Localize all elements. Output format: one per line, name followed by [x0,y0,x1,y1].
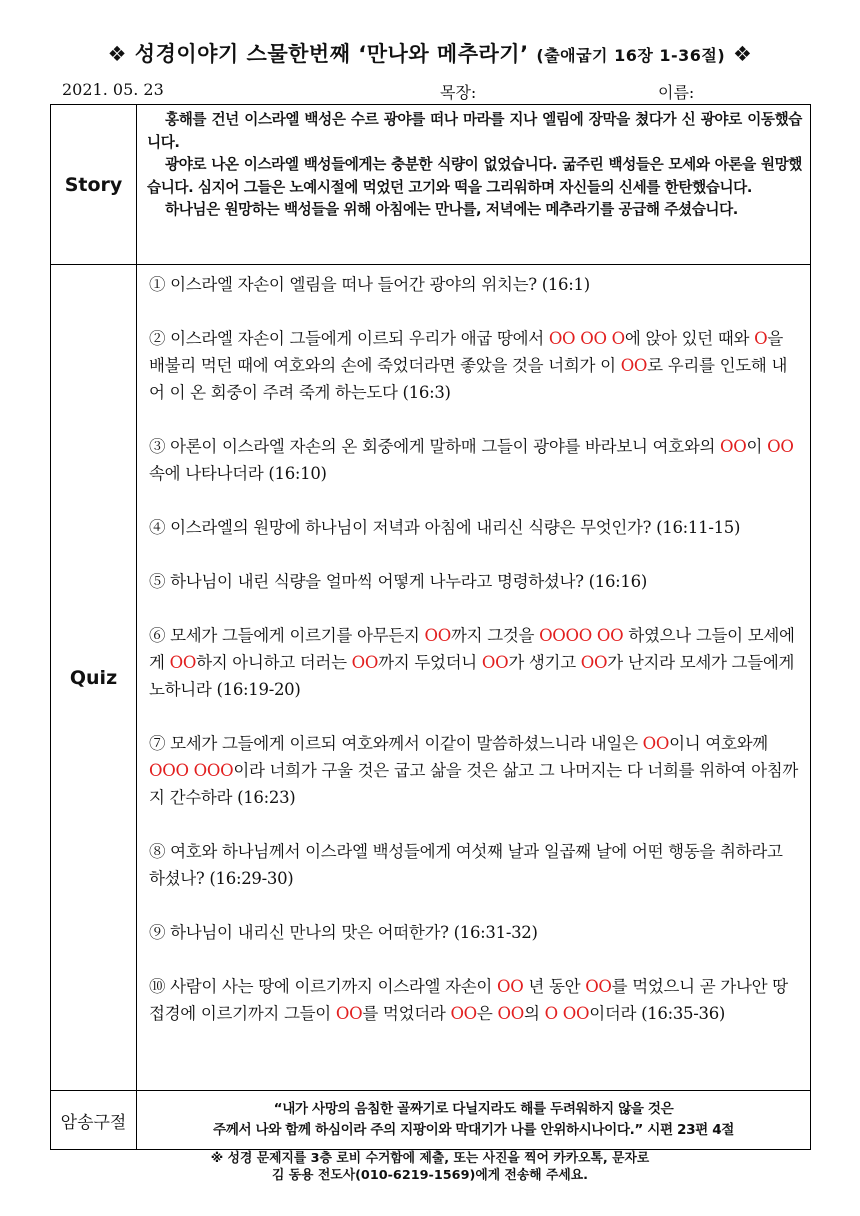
story-paragraph: 광야로 나온 이스라엘 백성들에게는 충분한 식량이 없었습니다. 굶주린 백성들은 모세와 아론을 원망했습니다. 심지어 그들은 노예시절에 먹었던 고기와 떡을 그리워하며 자신들의 신세를 한탄했습니다. [147,156,802,196]
question-text: 까지 두었더니 [378,653,482,672]
question-text: 은 [476,1004,498,1023]
worksheet-title [40,38,820,68]
blank-placeholder: OO [335,1004,363,1023]
quiz-question-3 [149,433,802,487]
question-text: ⑧ 여호와 하나님께서 이스라엘 백성들에게 여섯째 날과 일곱째 날에 어떤 행동을 취하라고 하셨나? (16:29-30) [149,842,783,888]
submission-note [40,1150,820,1184]
question-text: ⑩ 사람이 사는 땅에 이르기까지 이스라엘 자손이 [149,977,497,996]
blank-placeholder: OO [450,1004,477,1023]
quiz-question-9 [149,919,802,946]
question-text: 하지 아니하고 더러는 [196,653,352,672]
memory-verse-cell [137,1091,811,1150]
question-text: ④ 이스라엘의 원망에 하나님이 저녁과 아침에 내리신 식량은 무엇인가? (16:11-15) [149,518,741,537]
blank-placeholder: OO [642,734,670,753]
story-cell [137,105,811,265]
blank-placeholder: OO [351,653,379,672]
question-text: ① 이스라엘 자손이 엘림을 떠나 들어간 광야의 위치는? (16:1) [149,275,590,294]
quiz-question-6 [149,622,802,703]
memory-verse-line: “내가 사망의 음침한 골짜기로 다닐지라도 해를 두려워하지 않을 것은 [273,1101,674,1117]
date: 2021. 05. 23 [62,80,164,99]
blank-placeholder: OO [497,1004,524,1023]
quiz-cell [137,265,811,1091]
name-field-label: 이름: [658,83,695,102]
blank-placeholder: OO [580,653,608,672]
question-text: 하였으나 그들이 모세에게 [149,626,795,672]
blank-placeholder: O OO [544,1004,590,1023]
question-text: 이 [746,437,768,456]
question-text: 로 우리를 인도해 내어 이 온 회중이 주려 죽게 하는도다 (16:3) [149,356,788,402]
question-text: 이더라 (16:35-36) [589,1004,726,1023]
blank-placeholder: OO [767,437,794,456]
title-tail-ornament: ❖ [733,42,753,66]
question-text: 까지 그것을 [450,626,540,645]
blank-placeholder: O [754,329,768,348]
question-text: ⑥ 모세가 그들에게 이르기를 아무든지 [149,626,425,645]
blank-placeholder: OO [169,653,197,672]
title-scripture-ref: (출애굽기 16장 1-36절) [536,46,726,65]
blank-placeholder: OO [481,653,509,672]
question-text: ⑤ 하나님이 내린 식량을 얼마씩 어떻게 나누라고 명령하셨나? (16:16) [149,572,647,591]
quiz-question-2 [149,325,802,406]
question-text: 가 난지라 모세가 그들에게 노하니라 (16:19-20) [149,653,795,699]
quiz-question-7 [149,730,802,811]
blank-placeholder: OO [424,626,451,645]
quiz-question-1 [149,271,802,298]
question-text: 를 먹었으니 곧 가나안 땅 접경에 이르기까지 그들이 [149,977,788,1023]
blank-placeholder: OO [585,977,612,996]
memory-verse-text [137,1091,810,1149]
blank-placeholder: OO [496,977,524,996]
question-text: ② 이스라엘 자손이 그들에게 이르되 우리가 애굽 땅에서 [149,329,549,348]
memory-verse-line: 주께서 나와 함께 하심이라 주의 지팡이와 막대기가 나를 안위하시나이다.” 시편 23편 4절 [212,1122,734,1138]
question-text: 을 배불리 먹던 때에 여호와의 손에 죽었더라면 좋았을 것을 너희가 이 [149,329,783,375]
quiz-question-4 [149,514,802,541]
question-text: 를 먹었더라 [362,1004,451,1023]
question-text: 이니 여호와께 [669,734,768,753]
question-text: 속에 나타나더라 (16:10) [149,464,327,483]
pastor-field-label: 목장: [440,83,477,102]
story-paragraph: 홍해를 건넌 이스라엘 백성은 수르 광야를 떠나 마라를 지나 엘림에 장막을 쳤다가 신 광야로 이동했습니다. [147,111,802,151]
question-text: 이라 너희가 구울 것은 굽고 삶을 것은 삶고 그 나머지는 다 너희를 위하여 아침까지 간수하라 (16:23) [149,761,799,807]
blank-placeholder: OOO OOO [149,761,234,780]
question-text: 의 [523,1004,545,1023]
worksheet-table [50,104,811,1150]
submission-note-line: ※ 성경 문제지를 3층 로비 수거함에 제출, 또는 사진을 찍어 카카오톡, 문자로 [210,1151,650,1166]
quiz-label: Quiz [51,265,137,1091]
question-text: 가 생기고 [508,653,581,672]
blank-placeholder: OO OO O [548,329,625,348]
question-text: ⑦ 모세가 그들에게 이르되 여호와께서 이같이 말씀하셨느니라 내일은 [149,734,643,753]
blank-placeholder: OO [720,437,747,456]
meta-row [50,78,810,105]
title-main: ❖ 성경이야기 스물한번째 ‘만나와 메추라기’ [107,42,529,66]
question-text: 에 앉아 있던 때와 [624,329,755,348]
blank-placeholder: OO [620,356,648,375]
quiz-question-5 [149,568,802,595]
quiz-questions [137,265,810,1033]
question-text: ③ 아론이 이스라엘 자손의 온 회중에게 말하매 그들이 광야를 바라보니 여호와의 [149,437,721,456]
story-paragraph: 하나님은 원망하는 백성들을 위해 아침에는 만나를, 저녁에는 메추라기를 공급해 주셨습니다. [165,201,738,218]
quiz-question-10 [149,973,802,1027]
quiz-question-8 [149,838,802,892]
question-text: 년 동안 [523,977,586,996]
story-text [137,105,810,226]
submission-note-line: 김 동용 전도사(010-6219-1569)에게 전송해 주세요. [271,1168,588,1183]
blank-placeholder: OOOO OO [539,626,624,645]
story-label: Story [51,105,137,265]
question-text: ⑨ 하나님이 내리신 만나의 맛은 어떠한가? (16:31-32) [149,923,538,942]
memory-verse-label: 암송구절 [51,1091,137,1150]
